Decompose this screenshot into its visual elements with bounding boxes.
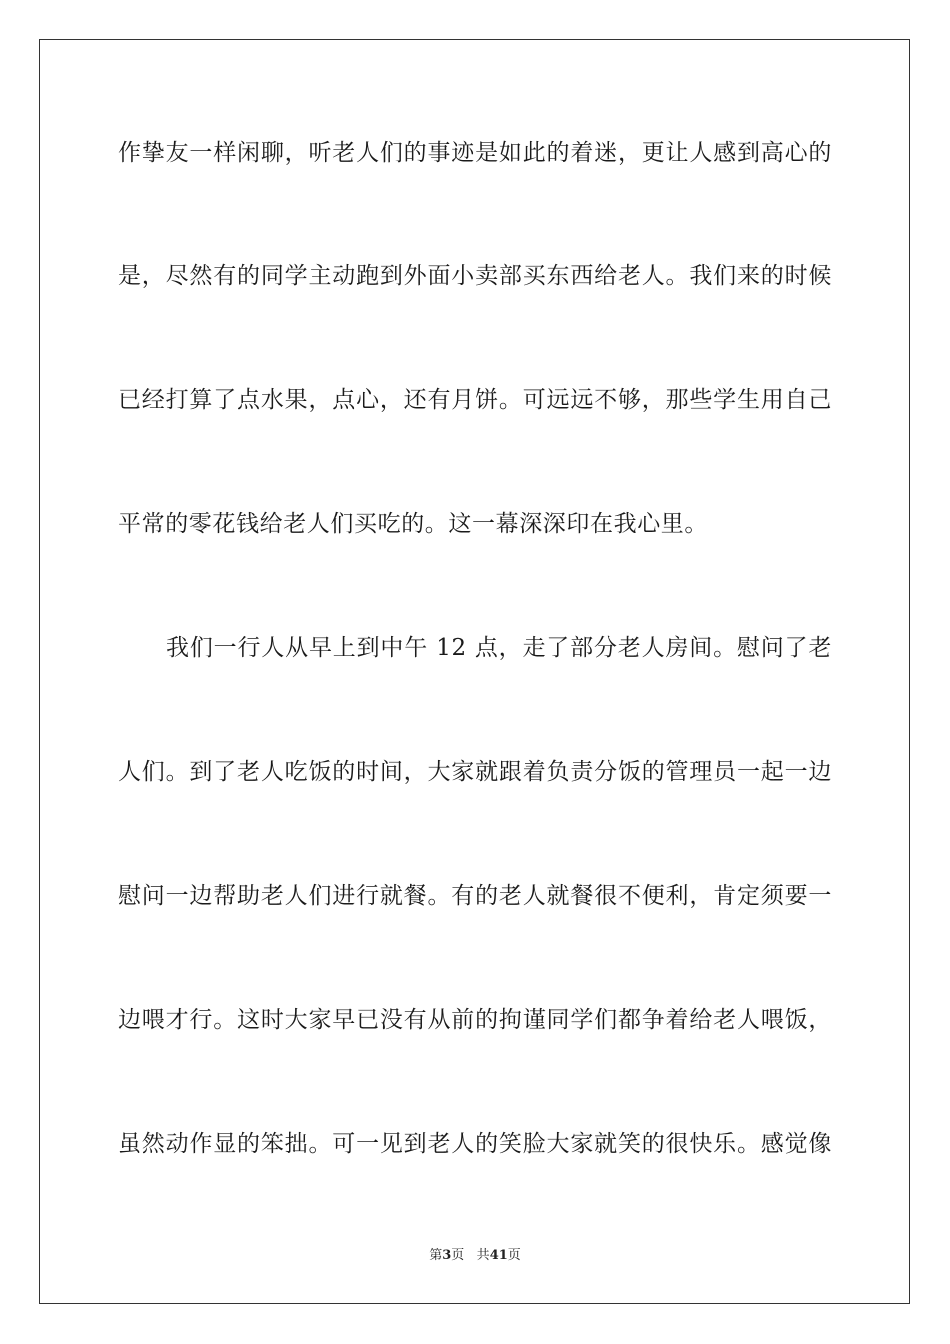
page-footer	[0, 1247, 950, 1265]
body-text-line: 人们。到了老人吃饭的时间，大家就跟着负责分饭的管理员一起一边	[118, 759, 832, 785]
body-text-line: 虽然动作显的笨拙。可一见到老人的笑脸大家就笑的很快乐。感觉像	[118, 1131, 832, 1157]
page-border	[39, 39, 910, 1304]
total-pages-number: 41	[489, 1248, 508, 1263]
page-prefix: 第	[429, 1248, 443, 1263]
total-prefix: 共	[476, 1248, 490, 1263]
current-page-number: 3	[442, 1248, 452, 1263]
total-suffix: 页	[507, 1248, 521, 1263]
body-text-line: 已经打算了点水果，点心，还有月饼。可远远不够，那些学生用自己	[118, 387, 832, 413]
body-text-line: 平常的零花钱给老人们买吃的。这一幕深深印在我心里。	[118, 511, 708, 537]
page-suffix: 页	[451, 1248, 465, 1263]
body-text-line: 慰问一边帮助老人们进行就餐。有的老人就餐很不便利，肯定须要一	[118, 883, 832, 909]
body-text-line: 边喂才行。这时大家早已没有从前的拘谨同学们都争着给老人喂饭，	[118, 1007, 832, 1033]
body-text-line: 是，尽然有的同学主动跑到外面小卖部买东西给老人。我们来的时候	[118, 263, 832, 289]
body-text-line: 作挚友一样闲聊，听老人们的事迹是如此的着迷，更让人感到高心的	[118, 140, 832, 166]
paragraph-first-line: 我们一行人从早上到中午 12 点，走了部分老人房间。慰问了老	[166, 635, 832, 661]
